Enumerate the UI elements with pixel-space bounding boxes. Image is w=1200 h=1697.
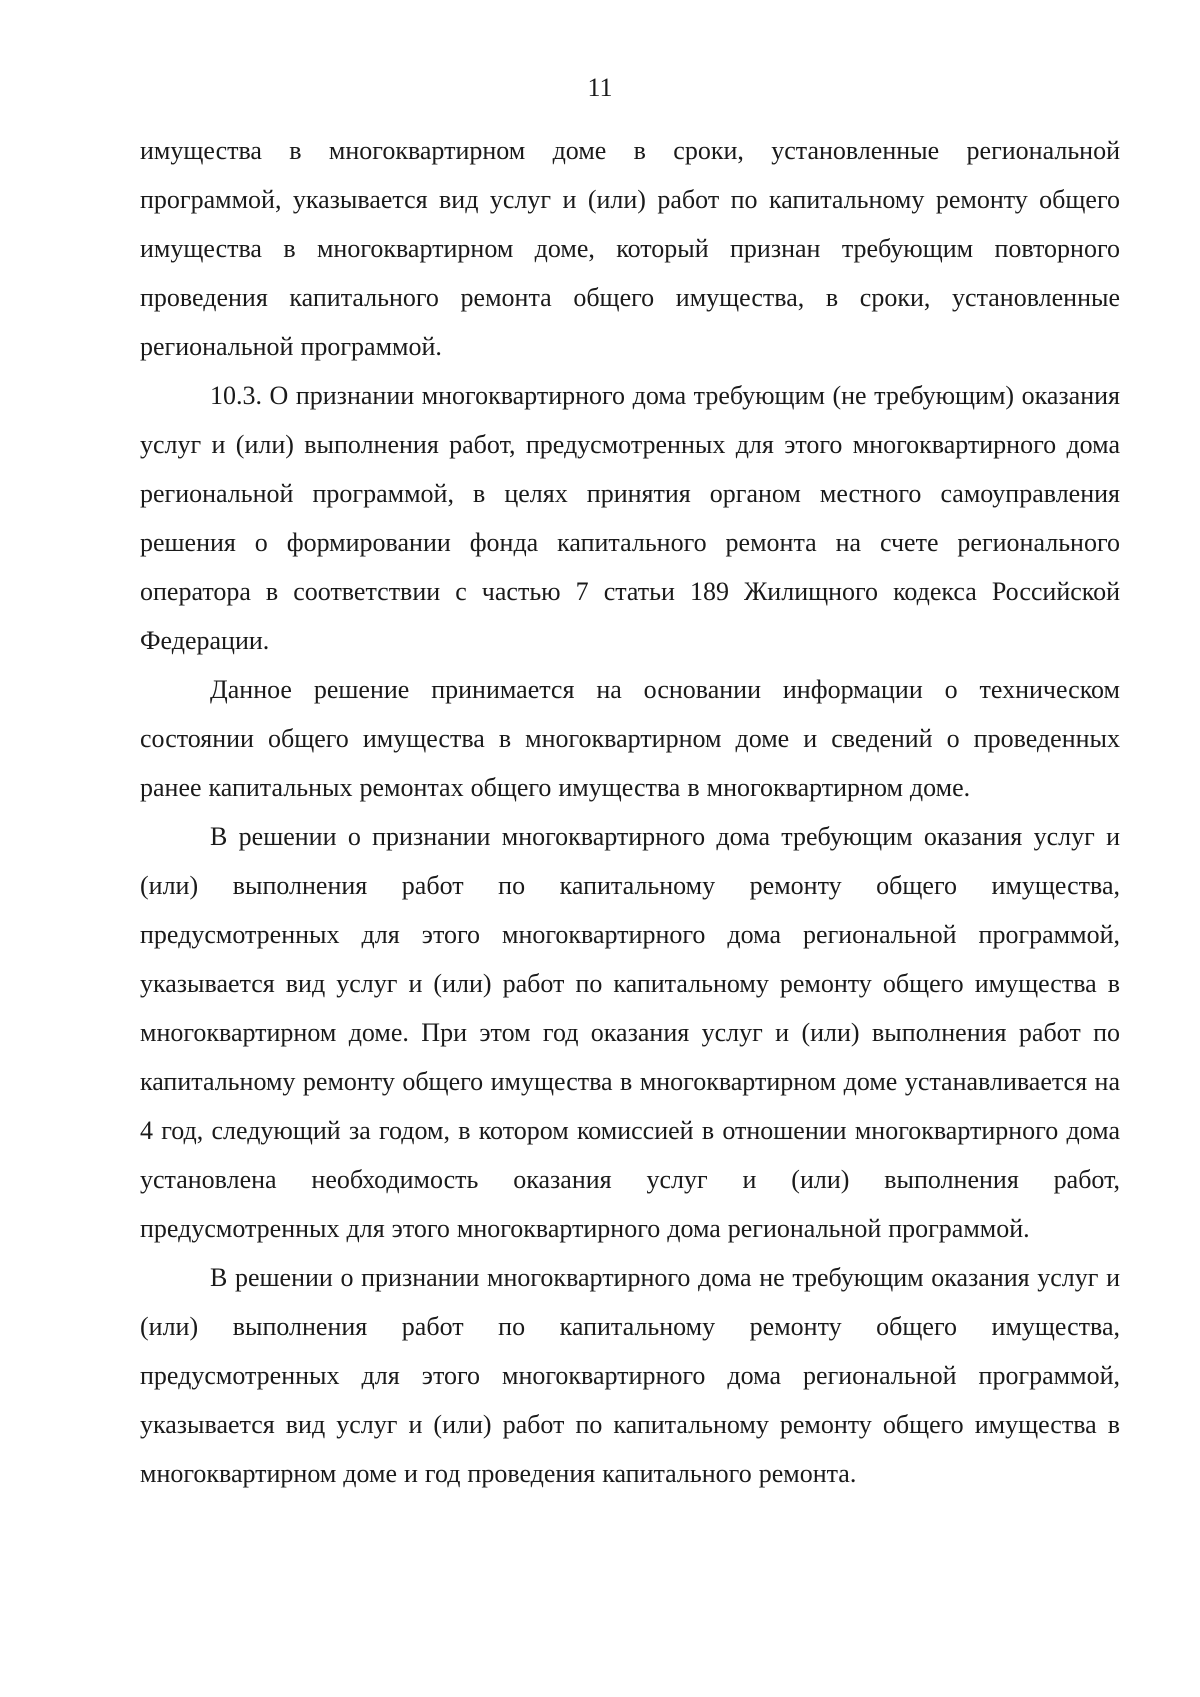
paragraph-continuation: имущества в многоквартирном доме в сроки, установленные региональной программой, указывается вид услуг и (или) работ по капитальному ремонту общего имущества в многоквартирном доме, который признан требующим повторного проведения капитального ремонта общего имущества, в сроки, установленные региональной программой. bbox=[140, 136, 1120, 361]
paragraph-decision-basis: Данное решение принимается на основании информации о техническом состоянии общего имущества в многоквартирном доме и сведений о проведенных ранее капитальных ремонтах общего имущества в многоквартирном доме. bbox=[140, 675, 1120, 802]
paragraph-decision-required: В решении о признании многоквартирного дома требующим оказания услуг и (или) выполнения работ по капитальному ремонту общего имущества, предусмотренных для этого многоквартирного дома региональной программой, указывается вид услуг и (или) работ по капитальному ремонту общего имущества в многоквартирном доме. При этом год оказания услуг и (или) выполнения работ по капитальному ремонту общего имущества в многоквартирном доме устанавливается на 4 год, следующий за годом, в котором комиссией в отношении многоквартирного дома установлена необходимость оказания услуг и (или) выполнения работ, предусмотренных для этого многоквартирного дома региональной программой. bbox=[140, 822, 1120, 1243]
page-number: 11 bbox=[587, 73, 613, 102]
document-body bbox=[140, 126, 1120, 1498]
paragraph-clause-10-3: 10.3. О признании многоквартирного дома требующим (не требующим) оказания услуг и (или) выполнения работ, предусмотренных для этого многоквартирного дома региональной программой, в целях принятия органом местного самоуправления решения о формировании фонда капитального ремонта на счете регионального оператора в соответствии с частью 7 статьи 189 Жилищного кодекса Российской Федерации. bbox=[140, 381, 1120, 655]
paragraph-decision-not-required: В решении о признании многоквартирного дома не требующим оказания услуг и (или) выполнения работ по капитальному ремонту общего имущества, предусмотренных для этого многоквартирного дома региональной программой, указывается вид услуг и (или) работ по капитальному ремонту общего имущества в многоквартирном доме и год проведения капитального ремонта. bbox=[140, 1263, 1120, 1488]
